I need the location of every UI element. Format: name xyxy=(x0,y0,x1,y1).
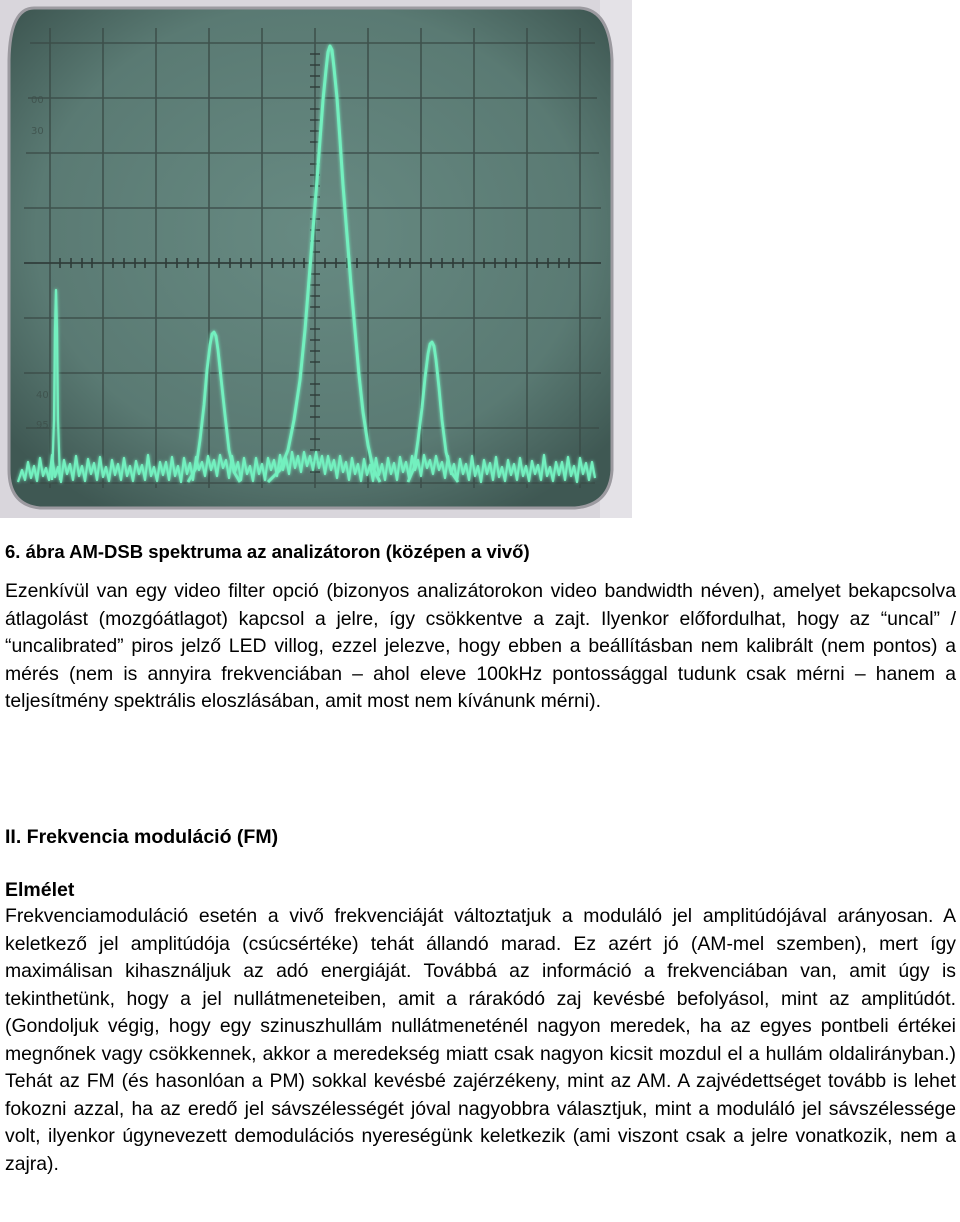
paragraph-fm-theory: Frekvenciamoduláció esetén a vivő frekvenciáját változtatjuk a moduláló jel amplitúdójával arányosan. A keletkező jel amplitúdója (csúcsértéke) tehát állandó marad. Ez azért jó (AM-mel szemben), mert így maximálisan kihasználjuk az adó energiáját. Továbbá az információ a frekvenciában van, amit úgy is tekinthetünk, hogy a jel nullátmeneteiben, amit a rárakódó zaj kevésbé befolyásol, mint az amplitúdót. (Gondoljuk végig, hogy egy szinuszhullám nullátmeneténél nagyon meredek, ha az egyes pontbeli értékei megnőnek vagy csökkennek, akkor a meredekség miatt csak nagyon kicsit mozdul el a hullám oldalirányban.) Tehát az FM (és hasonlóan a PM) sokkal kevésbé zajérzékeny, mint az AM. A zajvédettséget tovább is lehet fokozni azzal, ha az eredő jel sávszélességét jóval nagyobbra választjuk, mint a moduláló jel sávszélessége volt, ilyenkor úgynevezett demodulációs nyereségünk keletkezik (ami viszont csak a jelre vonatkozik, nem a zajra). xyxy=(5,905,956,1175)
screen-label-lower-top: 40 xyxy=(36,390,49,401)
paragraph-video-filter: Ezenkívül van egy video filter opció (bizonyos analizátorokon video bandwidth néven), amelyet bekapcsolva átlagolást (mozgóátlagot) kapcsol a jelre, így csökkentve a zajt. Ilyenkor előfordulhat, hogy az “uncal” / “uncalibrated” piros jelző LED villog, ezzel jelezve, hogy ebben a beállításban nem kalibrált (nem pontos) a mérés (nem is annyira frekvenciában – ahol eleve 100kHz pontossággal tudunk csak mérni – hanem a teljesítmény spektrális eloszlásában, amit most nem kívánunk mérni). xyxy=(5,580,956,712)
figure-caption: 6. ábra AM-DSB spektruma az analizátoron (középen a vivő) xyxy=(5,541,530,562)
screen-label-upper-top: 00 xyxy=(31,95,44,106)
section-heading: II. Frekvencia moduláció (FM) xyxy=(5,826,279,848)
screen-label-lower-bottom: 95 xyxy=(36,420,49,431)
spectrum-analyzer-photo xyxy=(0,0,632,518)
screen-label-upper-bottom: 30 xyxy=(31,126,44,137)
subheading-theory: Elmélet xyxy=(5,879,75,901)
